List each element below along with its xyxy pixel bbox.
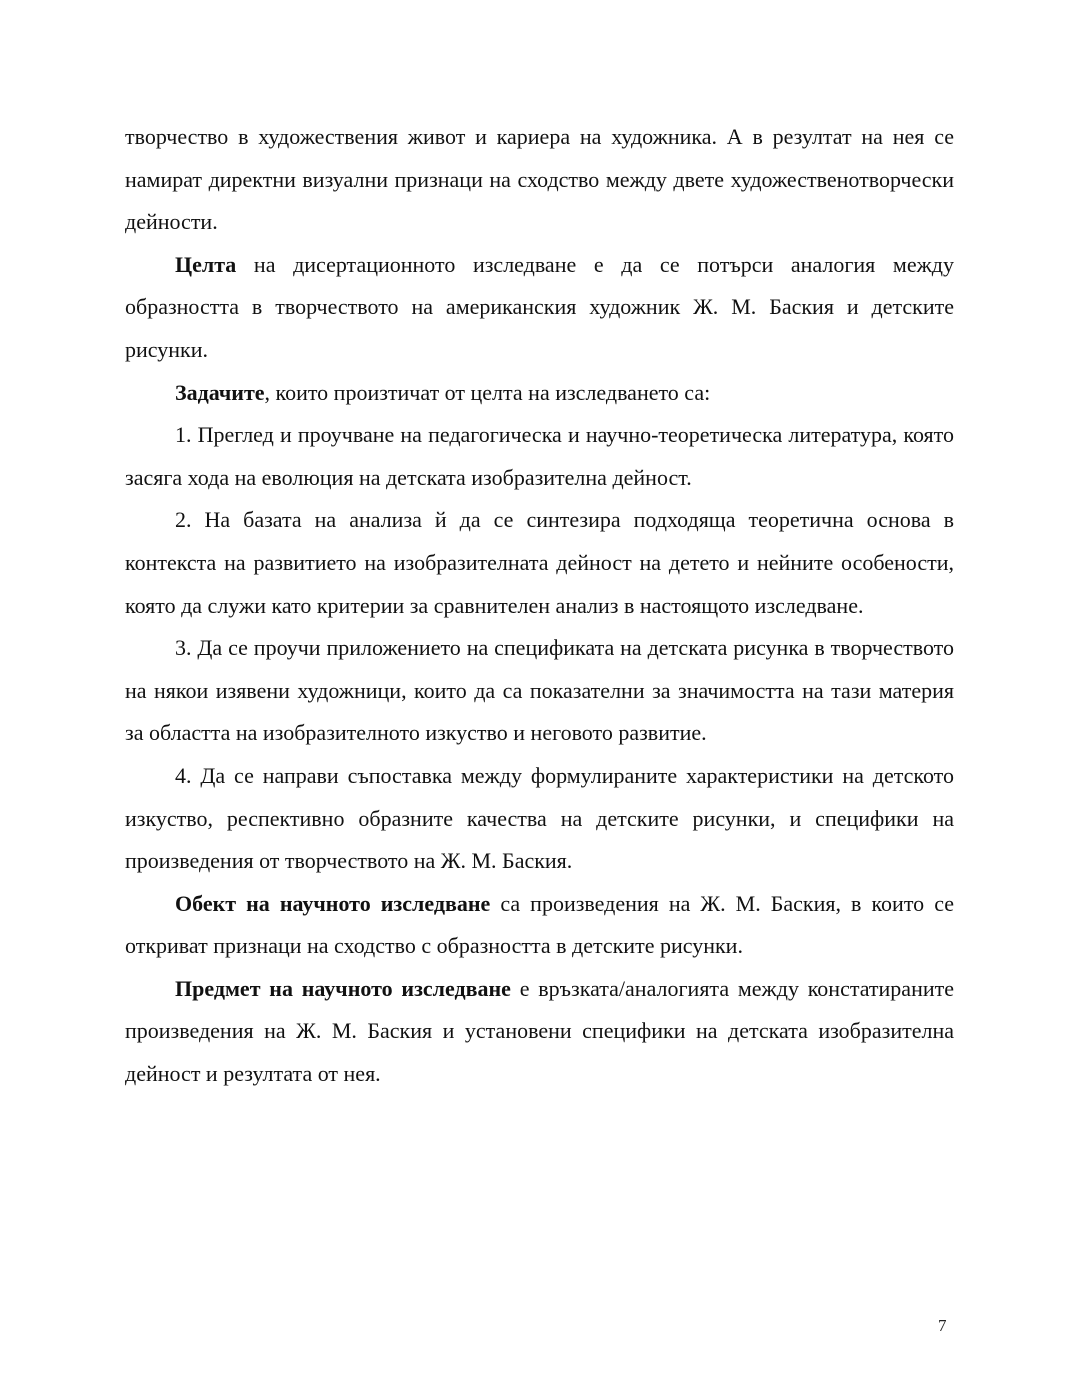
subject-paragraph — [125, 968, 954, 1096]
object-label: Обект на научното изследване — [175, 890, 491, 916]
task-item-2 — [125, 499, 954, 627]
goal-label: Целта — [175, 251, 237, 277]
task-text-1: Преглед и проучване на педагогическа и научно-теоретическа литература, която засяга хода на еволюция на детската изобразителна дейност. — [125, 422, 954, 490]
task-text-2: На базата на анализа й да се синтезира подходяща теоретична основа в контекста на развитието на изобразителната дейност на детето и нейните особености, която да служи като критерии за сравнителен анализ в настоящото изследване. — [125, 507, 954, 618]
goal-text: на дисертационното изследване е да се потърси аналогия между образността в творчеството на американския художник Ж. М. Баския и детските рисунки. — [125, 251, 954, 362]
subject-text: е връзката/аналогията между констатираните произведения на Ж. М. Баския и установени специфики на детската изобразителна дейност и резултата от нея. — [125, 975, 954, 1087]
subject-label: Предмет на научното изследване — [175, 975, 511, 1001]
task-number-3: 3. — [175, 635, 192, 661]
task-item-3 — [125, 627, 954, 755]
task-number-1: 1. — [175, 422, 192, 448]
task-number-2: 2. — [175, 507, 192, 533]
document-body — [125, 116, 954, 1096]
tasks-label: Задачите — [175, 379, 265, 405]
task-item-1 — [125, 414, 954, 499]
intro-text: творчество в художествения живот и кариера на художника. А в резултат на нея се намират директни визуални признаци на сходство между двете художественотворчески дейности. — [125, 124, 954, 235]
object-text: са произведения на Ж. М. Баския, в които се откриват признаци на сходство с образността в детските рисунки. — [125, 890, 954, 959]
page-number: 7 — [938, 1316, 947, 1335]
task-number-4: 4. — [175, 762, 192, 788]
task-text-4: Да се направи съпоставка между формулираните характеристики на детското изкуство, респективно образните качества на детските рисунки, и специфики на произведения от творчеството на Ж. М. Баския. — [125, 762, 954, 874]
task-item-4 — [125, 755, 954, 883]
tasks-paragraph — [125, 372, 954, 415]
goal-paragraph — [125, 244, 954, 372]
tasks-text: , които произтичат от целта на изследването са: — [264, 379, 711, 405]
object-paragraph — [125, 883, 954, 968]
task-text-3: Да се проучи приложението на спецификата на детската рисунка в творчеството на някои изявени художници, които да са показателни за значимостта на тази материя за областта на изобразителното изкуство и неговото развитие. — [125, 635, 954, 746]
intro-paragraph — [125, 116, 954, 244]
